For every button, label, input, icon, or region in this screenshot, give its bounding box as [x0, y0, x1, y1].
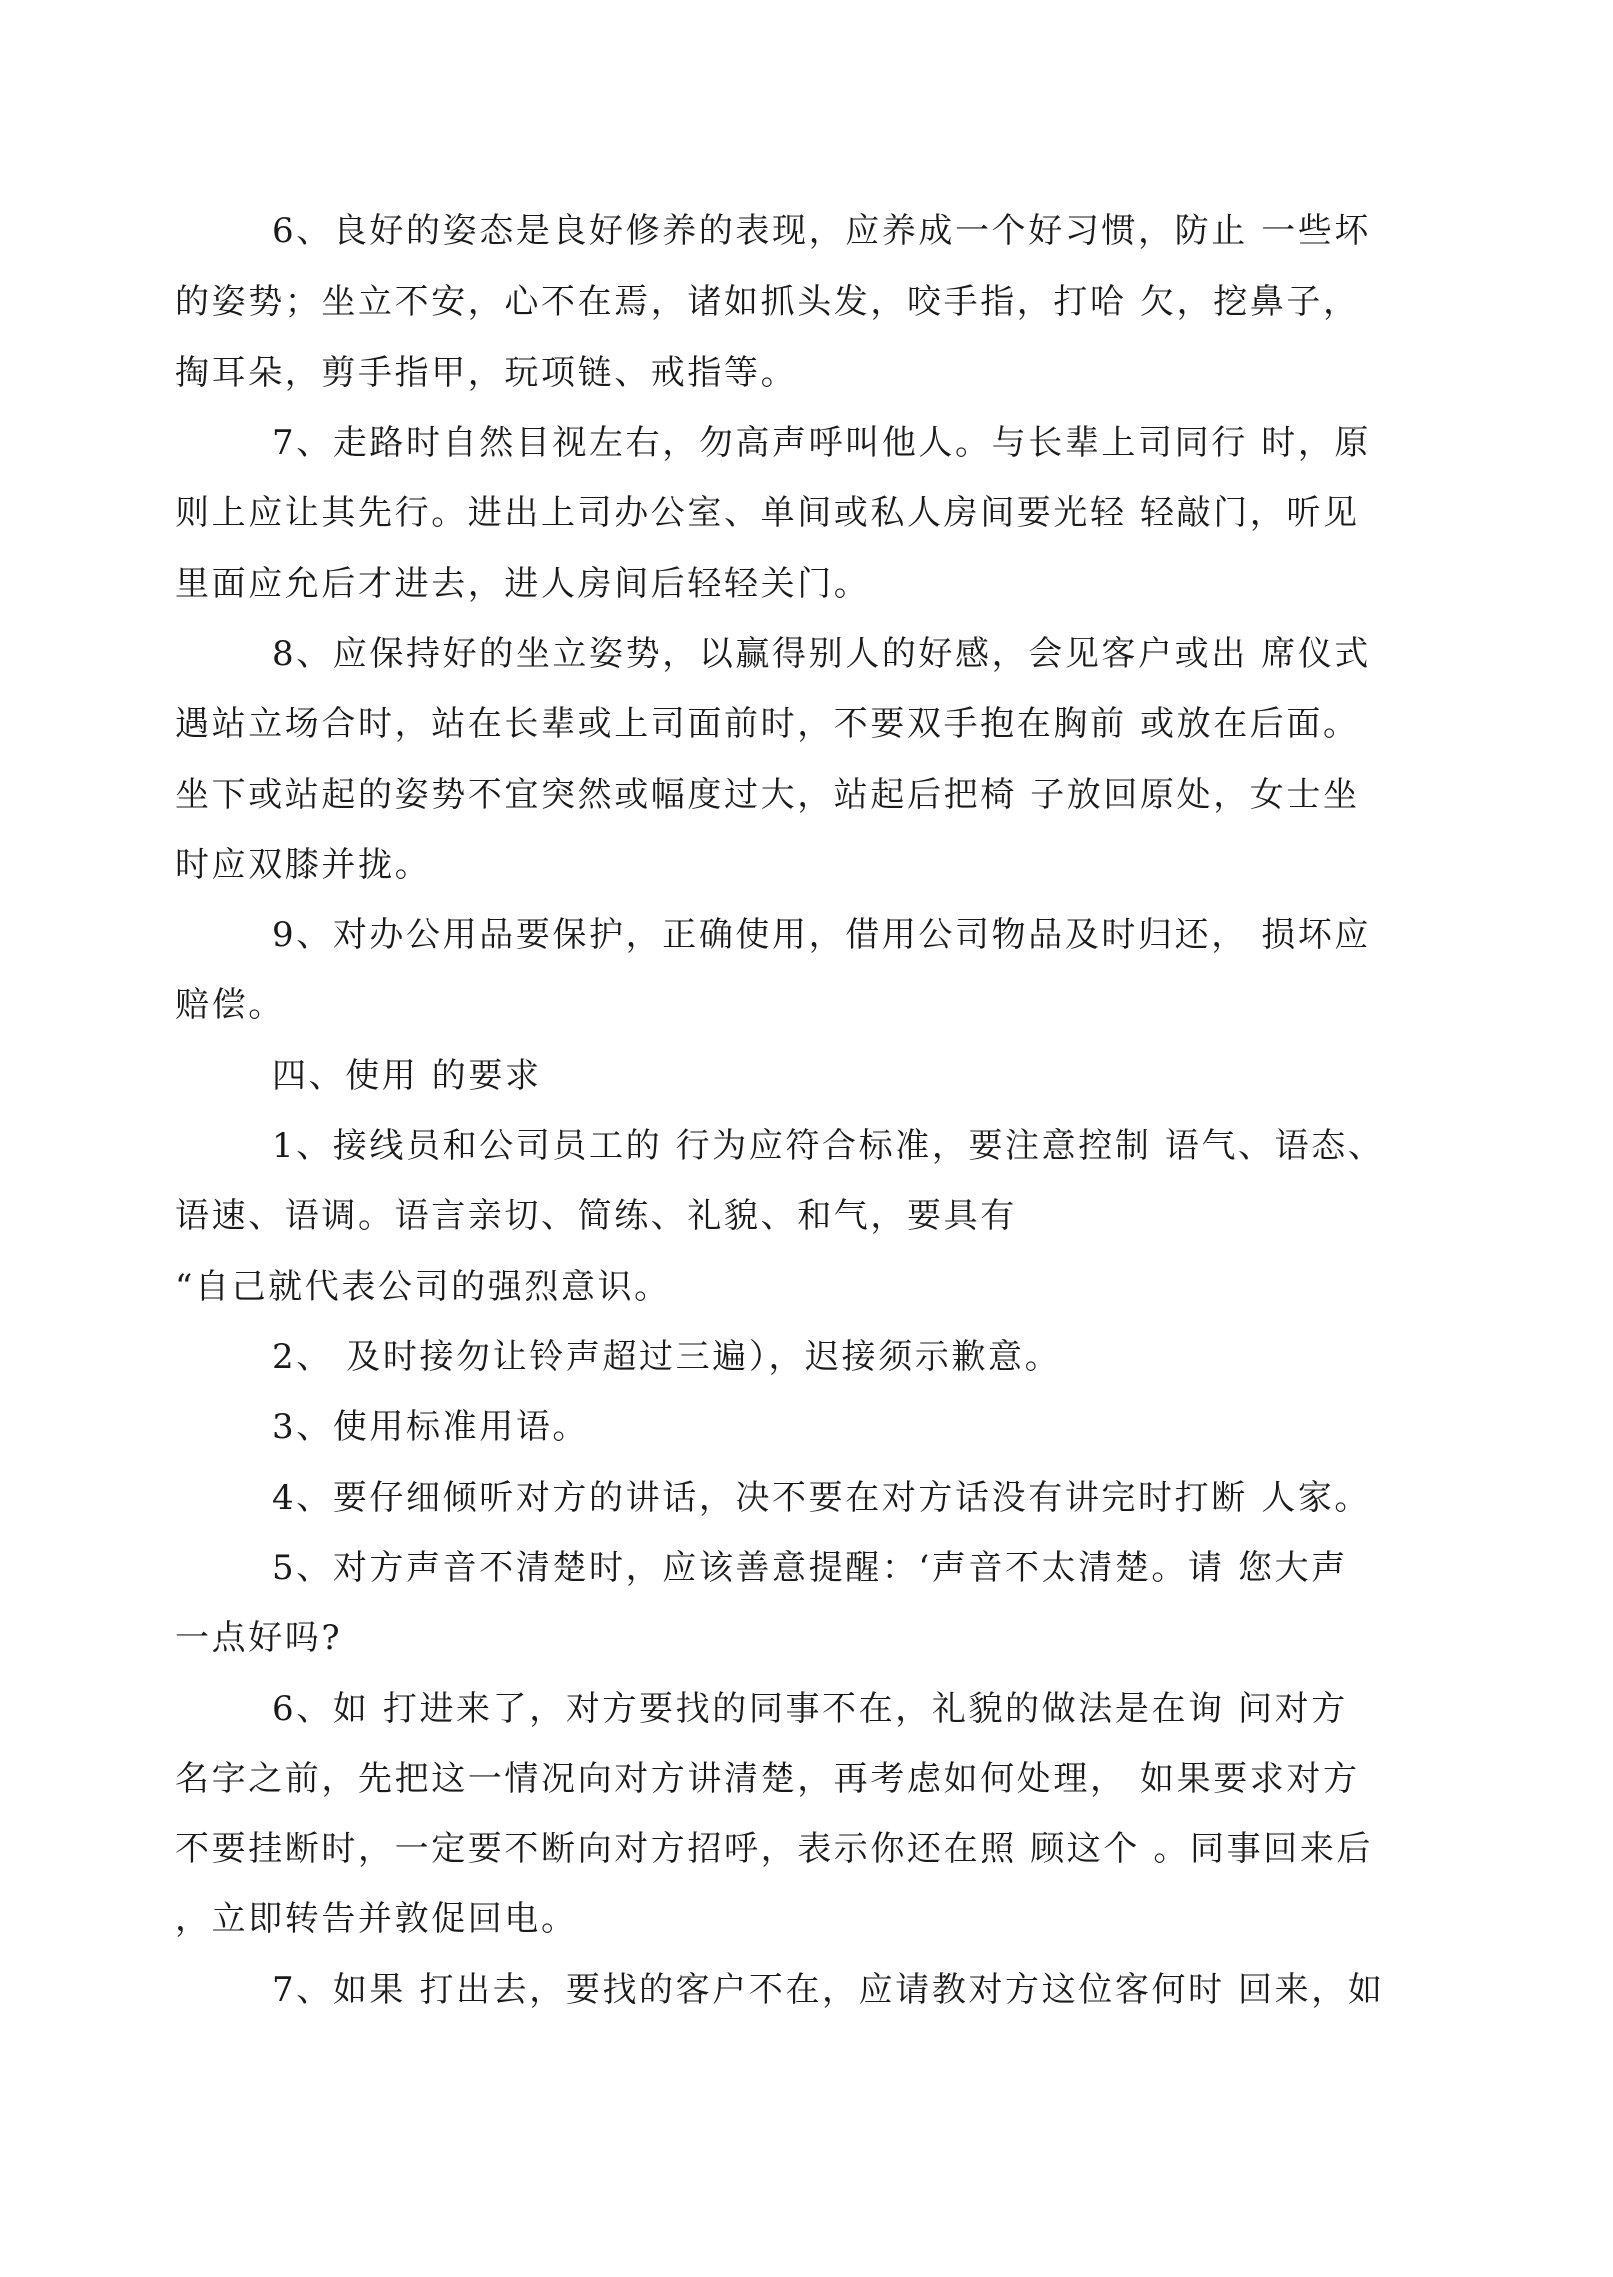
text-line: 7、如果 打出去，要找的客户不在，应请教对方这位客何时 回来，如 [272, 1970, 1385, 2010]
text-line: 语速、语调。语言亲切、简练、礼貌、和气，要具有 [175, 1196, 1017, 1236]
text-line: ，立即转告并敦促回电。 [175, 1899, 578, 1939]
text-line: 2、 及时接勿让铃声超过三遍），迟接须示歉意。 [272, 1337, 1062, 1377]
text-line: 里面应允后才进去，进人房间后轻轻关门。 [175, 564, 871, 604]
text-line: 时应双膝并拢。 [175, 845, 432, 885]
text-line: 8、应保持好的坐立姿势，以赢得别人的好感，会见客户或出 席仪式 [272, 634, 1372, 674]
text-line: 名字之前，先把这一情况向对方讲清楚，再考虑如何处理， 如果要求对方 [175, 1759, 1360, 1799]
text-line: 4、要仔细倾听对方的讲话，决不要在对方话没有讲完时打断 人家。 [272, 1478, 1372, 1518]
section-heading: 四、使用 的要求 [272, 1056, 542, 1096]
text-line: 不要挂断时，一定要不断向对方招呼，表示你还在照 顾这个 。同事回来后 [175, 1829, 1374, 1869]
text-line: 3、使用标准用语。 [272, 1407, 590, 1447]
text-line: 7、走路时自然目视左右，勿高声呼叫他人。与长辈上司同行 时，原 [272, 423, 1372, 463]
text-line: 坐下或站起的姿势不宜突然或幅度过大，站起后把椅 子放回原处，女士坐 [175, 775, 1360, 815]
text-line: 1、接线员和公司员工的 行为应符合标准，要注意控制 语气、语态、 [272, 1126, 1385, 1166]
text-line: 赔偿。 [175, 985, 285, 1025]
text-line: 一点好吗? [175, 1618, 343, 1658]
text-line: “自己就代表公司的强烈意识。 [175, 1267, 671, 1307]
text-line: 9、对办公用品要保护，正确使用，借用公司物品及时归还， 损坏应 [272, 915, 1372, 955]
text-line: 6、良好的姿态是良好修养的表现，应养成一个好习惯，防止 一些坏 [272, 211, 1372, 251]
text-line: 遇站立场合时，站在长辈或上司面前时，不要双手抱在胸前 或放在后面。 [175, 704, 1360, 744]
text-line: 的姿势；坐立不安，心不在焉，诸如抓头发，咬手指，打哈 欠，挖鼻子， [175, 282, 1360, 322]
text-line: 5、对方声音不清楚时，应该善意提醒：‘声音不太清楚。请 您大声 [272, 1548, 1348, 1588]
text-line: 6、如 打进来了，对方要找的同事不在，礼貌的做法是在询 问对方 [272, 1689, 1348, 1729]
text-line: 掏耳朵，剪手指甲，玩项链、戒指等。 [175, 353, 798, 393]
text-line: 则上应让其先行。进出上司办公室、单间或私人房间要光轻 轻敲门，听见 [175, 493, 1360, 533]
